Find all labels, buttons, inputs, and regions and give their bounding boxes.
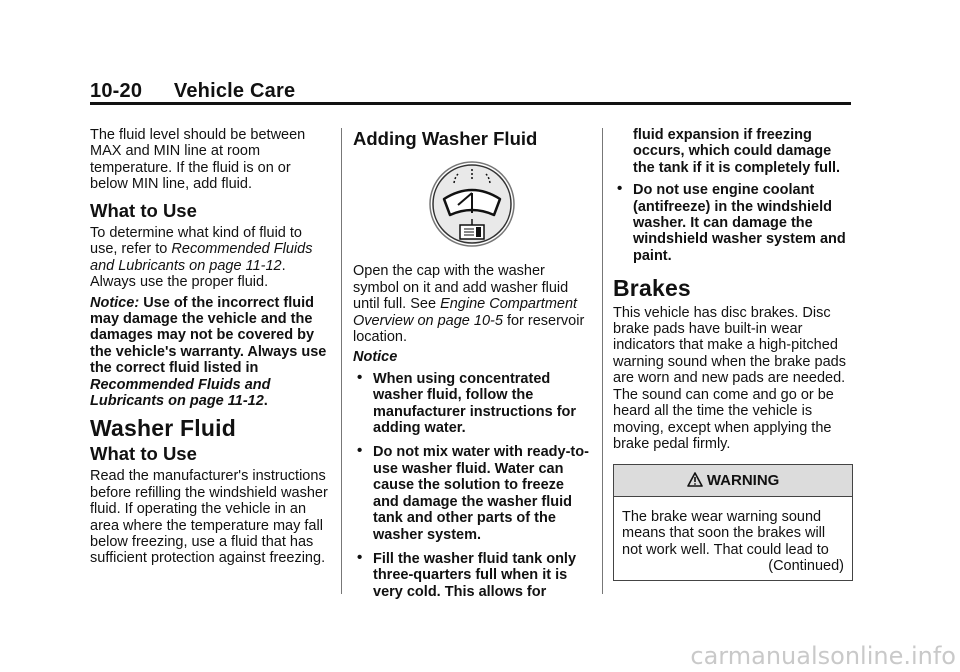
column-middle — [353, 127, 591, 608]
list-item-text: When using concentrated washer fluid, follow the manufacturer instructions for adding water. — [373, 370, 577, 437]
what-to-use-heading: What to Use — [90, 199, 197, 221]
page-header — [90, 80, 295, 103]
bullet-icon: • — [617, 180, 623, 198]
list-item — [353, 444, 591, 542]
notice-text: Use of the incorrect fluid may damage the vehicle and the damages may not be covered by the vehicle's warranty. Always use the correct fluid listed in — [90, 294, 327, 377]
column-right — [613, 127, 853, 581]
warning-body — [614, 497, 852, 581]
notice-label: Notice: — [90, 294, 140, 311]
washer-what-to-use-paragraph: Read the manufacturer's instructions before refilling the windshield washer fluid. If operating the vehicle in an area where the temperature may fall below freezing, use a fluid that has sufficient protection against freezing. — [90, 468, 328, 567]
adding-washer-paragraph — [353, 263, 591, 345]
brakes-paragraph: This vehicle has disc brakes. Disc brake pads have built-in wear indicators that make a high-pitched warning sound when the brake pads are worn and new pads are needed. The sound can come and go or be heard all the time the vehicle is moving, except when applying the brake pedal firmly. — [613, 304, 846, 452]
list-item — [613, 182, 853, 264]
warning-label: WARNING — [706, 472, 780, 490]
column-divider — [602, 128, 603, 594]
cross-reference: Engine Compartment Overview on page 10-5 — [353, 296, 578, 329]
text: . — [263, 393, 268, 410]
cross-reference: Recommended Fluids and Lubricants on page 11-12 — [90, 376, 271, 410]
what-to-use-paragraph — [90, 225, 330, 291]
warning-box — [613, 464, 853, 581]
warning-triangle-icon — [687, 472, 707, 489]
page-number: 10-20 — [90, 80, 143, 102]
text: . Always use the proper fluid. — [90, 257, 286, 291]
notice-paragraph — [90, 295, 330, 410]
header-rule — [90, 102, 851, 105]
warning-header — [614, 465, 852, 496]
bullet-icon: • — [357, 442, 363, 460]
cross-reference: Recommended Fluids and Lubricants on page 11-12 — [90, 241, 313, 274]
notice-label: Notice — [353, 349, 398, 366]
warning-text: The brake wear warning sound means that soon the brakes will not work well. That could lead to — [622, 508, 829, 558]
intro-paragraph: The fluid level should be between MAX and MIN line at room temperature. If the fluid is on or below MIN line, add fluid. — [90, 127, 306, 193]
notice-list-continued — [613, 182, 853, 264]
column-left — [90, 127, 330, 571]
list-item — [353, 548, 591, 600]
list-item — [353, 368, 591, 437]
text: Open the cap with the washer symbol on it and add washer fluid until full. See — [353, 263, 569, 313]
list-item-text: Fill the washer fluid tank only three-quarters full when it is very cold. This allows for — [373, 550, 577, 600]
washer-fluid-symbol-icon — [353, 159, 591, 249]
list-item-text: Do not use engine coolant (antifreeze) in the windshield washer. It can damage the windshield washer system and paint. — [633, 182, 846, 264]
watermark: carmanualsonline.info — [690, 642, 956, 670]
text: for reservoir location. — [353, 312, 585, 346]
brakes-heading: Brakes — [613, 275, 691, 302]
list-item-text: Do not mix water with ready-to-use washer fluid. Water can cause the solution to freeze and damage the washer fluid tank and other parts of the washer system. — [373, 444, 589, 543]
text: To determine what kind of fluid to use, refer to — [90, 225, 302, 258]
column-divider — [341, 128, 342, 594]
bullet-icon: • — [357, 368, 363, 386]
bullet-icon: • — [357, 548, 363, 566]
washer-fluid-heading: Washer Fluid — [90, 414, 236, 441]
section-title: Vehicle Care — [173, 80, 296, 102]
what-to-use-heading-2: What to Use — [90, 442, 197, 464]
adding-washer-fluid-heading: Adding Washer Fluid — [353, 128, 538, 149]
continued-bullet-text: fluid expansion if freezing occurs, which could damage the tank if it is completely full. — [633, 127, 841, 176]
continued-label: (Continued) — [768, 557, 844, 574]
notice-list — [353, 368, 591, 600]
